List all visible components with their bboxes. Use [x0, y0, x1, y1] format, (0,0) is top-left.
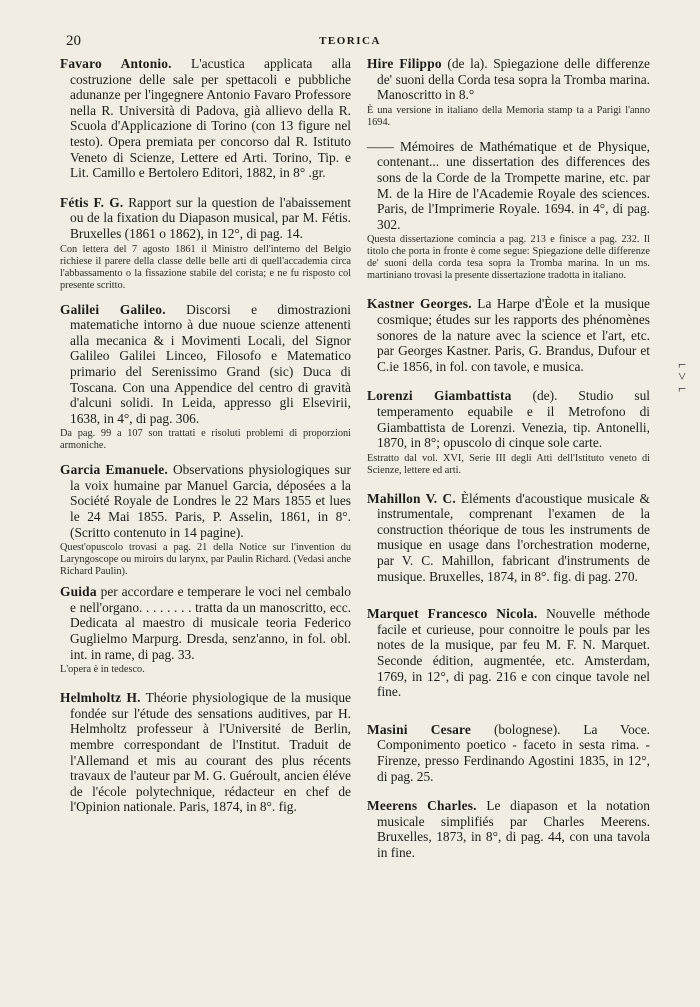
entry-author: Guida [60, 584, 97, 600]
entry-lorenzi [367, 388, 650, 450]
entry-masini [367, 722, 650, 784]
entry-fetis [60, 195, 351, 242]
entry-author: Favaro Antonio. [60, 56, 172, 71]
entry-garcia [60, 462, 351, 540]
entry-note: È una versione in italiano della Memoria stamp ta a Parigi l'anno 1694. [367, 104, 650, 128]
entry-hire [367, 56, 650, 103]
entry-author: Mahillon V. C. [367, 490, 456, 506]
entry-author: Galilei Galileo. [60, 301, 166, 317]
entry-galilei [60, 302, 351, 427]
entry-text: La Harpe d'Èole et la musique cosmique; études sur les rapports des phénomènes sonores de la nature avec la science et l'art, etc. par Georges Kastner. Paris, G. Brandus, Dufour et C.ie 1856, in fol. con tavole, e musica. [377, 296, 650, 374]
entry-author: Lorenzi Giambattista [367, 388, 512, 404]
entry-author: Fétis F. G. [60, 194, 124, 210]
entry-author: Hire Filippo [367, 56, 442, 71]
entry-text: Rapport sur la question de l'abaissement ou de la fixation du Diapason musical, par M. Fétis. Bruxelles (1861 o 1862), in 12°, di pag. 14. [70, 194, 351, 241]
entry-author: Meerens Charles. [367, 798, 477, 814]
entry-kastner [367, 296, 650, 374]
entry-author: Marquet Francesco Nicola. [367, 606, 538, 622]
entry-text: Observations physiologiques sur la voix humaine par Manuel Garcia, déposées a la Société Royale de Londres le 22 Mars 1855 et lues le 24 Mai 1855. Paris, P. Asselin, 1861, in 8°. (Scritto contenuto in 14 pagine). [70, 462, 351, 540]
entry-guida [60, 584, 351, 662]
entry-note: Con lettera del 7 agosto 1861 il Ministro dell'interno del Belgio richiese il parere della classe delle belle arti di quell'accademia circa l'abbassamento o la fissazione stabile del corista; e ne fu risposto col presente scritto. [60, 243, 351, 291]
entry-text: —— Mémoires de Mathématique et de Physique, contenant... une dissertation des differences des sons de la Corde de la Trompette marine, etc. par M. de la Hire de l'Academie Royale des sciences. Paris, de l'Imprimerie Royale. 1694. in 4°, di pag. 302. [367, 138, 650, 232]
entry-mahillon [367, 491, 650, 585]
entry-author: Helmholtz H. [60, 690, 141, 706]
entry-note: L'opera è in tedesco. [60, 664, 145, 676]
entry-note: Questa dissertazione comincia a pag. 213 e finisce a pag. 232. Il titolo che porta in fronte è come segue: Spiegazione delle differenze de' suoni della corda tesa sopra la Tromba marina. In un ms. martiniano trovasi la presente dissertazione tradotta in italiano. [367, 234, 650, 282]
entry-author: Masini Cesare [367, 721, 472, 737]
running-head: TEORICA [319, 35, 381, 47]
entry-favaro [60, 56, 351, 181]
left-column [60, 56, 351, 815]
entry-marquet [367, 606, 650, 700]
entry-text: Le diapason et la notation musicale simplifiés par Charles Meerens. Bruxelles, 1873, in 8°, di pag. 44, con una tavola in fine. [377, 798, 651, 860]
entry-text: per accordare e temperare le voci nel cembalo e nell'organo. . . . . . . . tratta da un manoscritto, ecc. Dedicata al maestro di musicale teoria Federico Guglielmo Marpurg. Dresda, senz'anno, in fol. obl. int. in rame, di pag. 33. [70, 584, 351, 662]
margin-annotation: ⌐ ˅ ⌐ [678, 358, 686, 397]
entry-meerens [367, 798, 650, 860]
entry-text: (de). Studio sul temperamento equabile e il Metrofono di Giambattista de Lorenzi. Venezia, tip. Antonelli, 1870, in 8°; opuscolo di cinque sole carte. [377, 388, 650, 451]
entry-hire-memoires [367, 139, 650, 233]
entry-note: Estratto dal vol. XVI, Serie III degli Atti dell'Istituto veneto di Scienze, lettere ed arti. [367, 452, 650, 476]
entry-text: (bolognese). La Voce. Componimento poetico - faceto in sesta rima. - Firenze, presso Ferdinando Agostini 1835, in 12°, di pag. 25. [377, 721, 651, 784]
entry-note: Da pag. 99 a 107 son trattati e risoluti problemi di proporzioni armoniche. [60, 428, 351, 452]
entry-text: Théorie physiologique de la musique fondée sur l'étude des sensations auditives, par H. Helmholtz professeur à l'Université de Berlin, membre correspondant de l'Institut. Traduit de l'Allemand et mis au courant des plus récents travaux de l'auteur par M. G. Guéroult, ancien éléve de l'école polytechnique, rédacteur en chef de l'Opinion nationale. Paris, 1874, in 8°. fig. [70, 690, 352, 815]
entry-author: Garcia Emanuele. [60, 462, 168, 478]
entry-text: L'acustica applicata alla costruzione delle sale per spettacoli e pubbliche adunanze per l'ingegnere Antonio Favaro Professore nella R. Università di Padova, già allievo della R. Scuola d'Applicazione di Torino (con 13 figure nel testo). Opera premiata per concorso dal R. Istituto Veneto di Scienze, Lettere ed Arti. Torino, Tip. e Lit. Camillo e Bertolero Editori, 1882, in 8° .gr. [70, 56, 351, 181]
entry-helmholtz [60, 690, 351, 815]
entry-text: Nouvelle méthode facile et curieuse, pour connoitre le pouls par les notes de la musique, par feu M. F. N. Marquet. Seconde édition, augmentée, etc. Amsterdam, 1769, in 12°, di pag. 216 e con cinque tavole nel fine. [377, 606, 650, 700]
page-number: 20 [66, 33, 81, 49]
entry-text: Discorsi e dimostrazioni matematiche intorno à due nuoue scienze attenenti alla mecanica & i Movimenti Locali, del Signor Galileo Galilei Linceo, Filosofo e Matematico primario del Serenissimo Grand (sic) Duca di Toscana. Con una Appendice del centro di gravità d'alcuni solidi. In Leida, appresso gli Elsevirii, 1638, in 4°, di pag. 306. [70, 301, 351, 426]
right-column [367, 56, 650, 861]
entry-note: Quest'opuscolo trovasi a pag. 21 della Notice sur l'invention du Laryngoscope ou miroirs du larynx, par Paulin Richard. (Vedasi anche Richard Paulin). [60, 542, 351, 578]
entry-text: (de la). Spiegazione delle differenze de' suoni della Corda tesa sopra la Tromba marina. Manoscritto in 8.° [377, 56, 650, 103]
entry-text: Èléments d'acoustique musicale & instrumentale, comprenant l'examen de la construction théorique de tous les instruments de musique en usage dans l'orchestration moderne, par V. C. Mahillon, fabricant d'instruments de musique. Bruxelles, 1874, in 8°. fig. di pag. 270. [377, 490, 650, 584]
entry-author: Kastner Georges. [367, 296, 472, 312]
